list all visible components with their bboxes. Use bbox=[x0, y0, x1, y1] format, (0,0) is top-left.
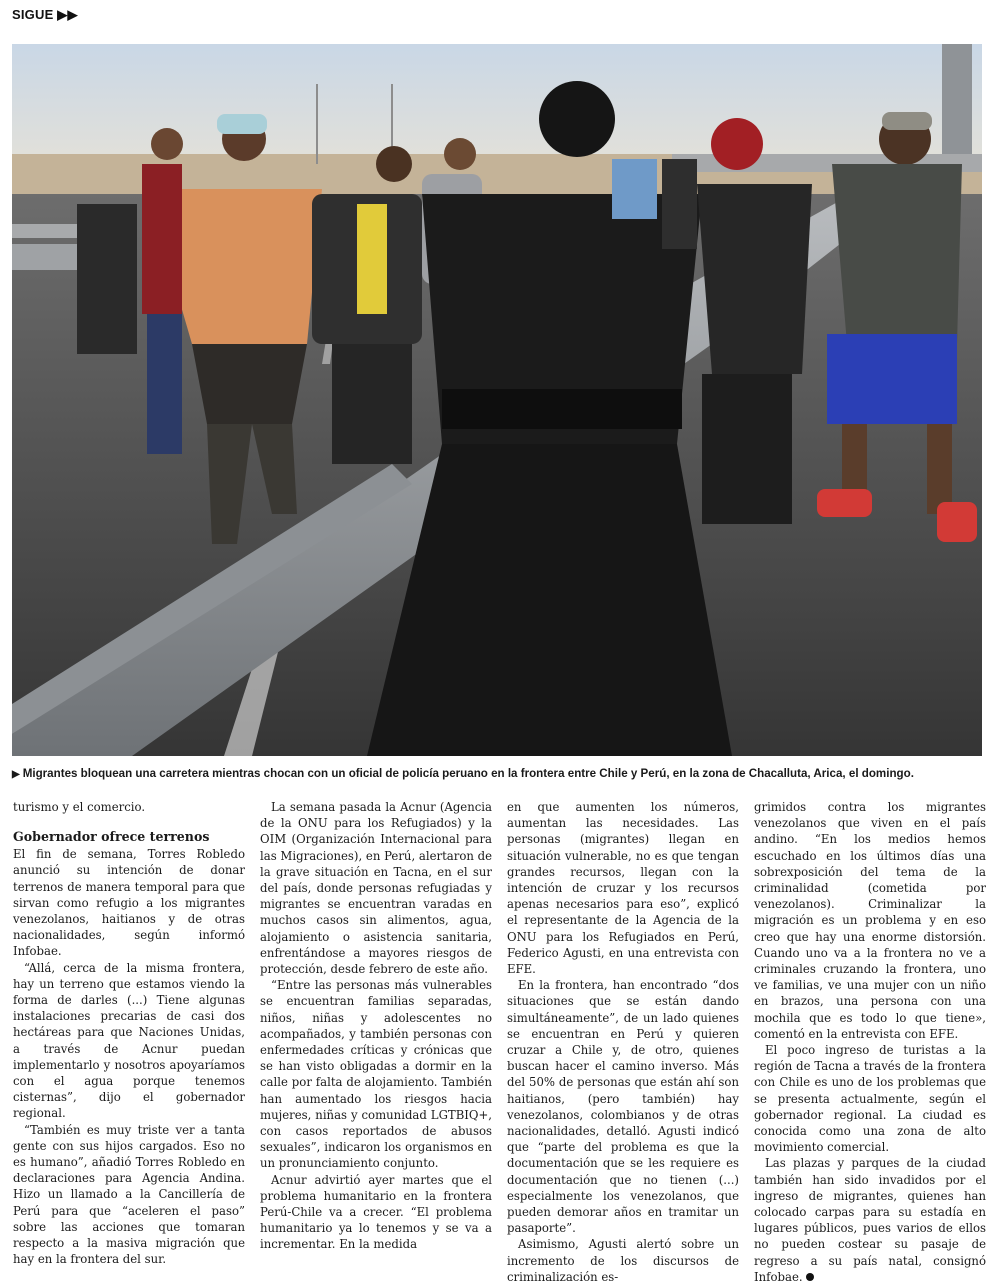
paragraph: La semana pasada la Acnur (Agencia de la ONU para los Refugiados) y la OIM (Organización Internacional para las Migraciones), en Perú, alertaron de la grave situación en Tacna, en el sur del país, donde personas refugiadas y migrantes se encuentran varadas en muchos casos sin alimentos, agua, alojamiento o asistencia sanitaria, enfrentándose a mayores riesgos de protección, desde febrero de este año. bbox=[260, 800, 493, 977]
continues-label: SIGUE ▶▶ bbox=[12, 7, 78, 22]
caption-marker-icon: ▶ bbox=[12, 769, 20, 780]
paragraph: Asimismo, Agusti alertó sobre un incremento de los discursos de criminalización es- bbox=[507, 1237, 739, 1284]
article-column-4 bbox=[754, 799, 986, 1285]
article-column-2 bbox=[260, 799, 492, 1253]
paragraph-text: Las plazas y parques de la ciudad también han sido invadidos por el ingreso de migrantes, quienes han colocado carpas para su estadía en lugares públicos, pues varios de ellos no pueden costear su pasaje de regreso a su país natal, consignó Infobae. bbox=[754, 1156, 986, 1284]
paragraph: “Entre las personas más vulnerables se encuentran familias separadas, niños, niñas y adolescentes no acompañados, y también personas con enfermedades críticas y crónicas que se han visto obligadas a dormir en la calle por falta de alojamiento. También han aumentado los riesgos hacia mujeres, niñas y comunidad LGTBIQ+, con casos reportados de abusos sexuales”, indicaron los organismos en un pronunciamiento conjunto. bbox=[260, 978, 492, 1171]
paragraph: “Allá, cerca de la misma frontera, hay un terreno que estamos viendo la forma de darles (...) Tiene algunas instalaciones precarias de casi dos hectáreas para que Naciones Unidas, a través de Acnur puedan implementarlo y nosotros apoyaríamos con el agua porque tenemos cisternas”, dijo el gobernador regional. bbox=[13, 960, 245, 1121]
photo-illustration bbox=[12, 44, 982, 756]
photo-caption bbox=[12, 767, 982, 780]
paragraph: El fin de semana, Torres Robledo anunció su intención de donar terrenos de manera temporal para que sirvan como refugio a los migrantes venezolanos, haitianos y de otras nacionalidades, según informó Infobae. bbox=[13, 847, 245, 959]
caption-text: Migrantes bloquean una carretera mientras chocan con un oficial de policía peruano en la frontera entre Chile y Perú, en la zona de Chacalluta, Arica, el domingo. bbox=[22, 767, 914, 780]
paragraph: grimidos contra los migrantes venezolanos que viven en el país andino. “En los medios hemos escuchado en los últimos días una sobrexposición del tema de la criminalidad (cometida por venezolanos). Criminalizar la migración es un problema y en eso creo que hay una enorme distorsión. Cuando uno va a la frontera no ve a criminales cruzando la frontera, uno ve familias, ve una mujer con un niño en brazos, una persona con una mochila que es todo lo que tiene», comentó en la entrevista con EFE. bbox=[754, 800, 986, 1041]
paragraph: “También es muy triste ver a tanta gente con sus hijos cargados. Eso no es humano”, añadió Torres Robledo en declaraciones para Agencia Andina. Hizo un llamado a la Cancillería de Perú para que “aceleren el paso” sobre las acciones que tomaran respecto a la masiva migración que hay en la frontera del sur. bbox=[13, 1122, 245, 1267]
paragraph bbox=[754, 1155, 986, 1285]
paragraph: turismo y el comercio. bbox=[13, 800, 146, 814]
article-column-3 bbox=[507, 799, 739, 1285]
paragraph: Acnur advirtió ayer martes que el problema humanitario en la frontera Perú-Chile va a crecer. “El problema humanitario ya lo tenemos y se va a incrementar. En la medida bbox=[260, 1172, 492, 1252]
subheading: Gobernador ofrece terrenos bbox=[13, 829, 210, 845]
paragraph: en que aumenten los números, aumentan las necesidades. Las personas (migrantes) llegan en situación vulnerable, no es que tengan grandes recursos, llegan con la intención de cruzar y los recursos apenas necesarios para eso”, explicó el representante de la Agencia de la ONU para los Refugiados en Perú, Federico Agusti, en una entrevista con EFE. bbox=[507, 800, 739, 977]
end-of-article-icon bbox=[806, 1273, 814, 1281]
article-column-1 bbox=[13, 799, 245, 1267]
paragraph: El poco ingreso de turistas a la región de Tacna a través de la frontera con Chile es uno de los problemas que se presenta actualmente, según el gobernador regional. La ciudad es conocida como una zona de alto movimiento comercial. bbox=[754, 1043, 986, 1155]
paragraph: En la frontera, han encontrado “dos situaciones que se están dando simultáneamente”, de un lado quienes se encuentran en Perú y quieren cruzar a Chile y, de otro, quienes buscan hacer el camino inverso. Más del 50% de personas que están ahí son haitianos, (pero también) hay venezolanos, colombianos y de otras nacionalidades, detalló. Agusti indicó que “parte del problema es que la documentación que se les requiere es documentación que no tienen (...) especialmente los venezolanos, que pueden demorar años en tramitar un pasaporte”. bbox=[507, 978, 739, 1236]
news-photo bbox=[12, 44, 982, 756]
